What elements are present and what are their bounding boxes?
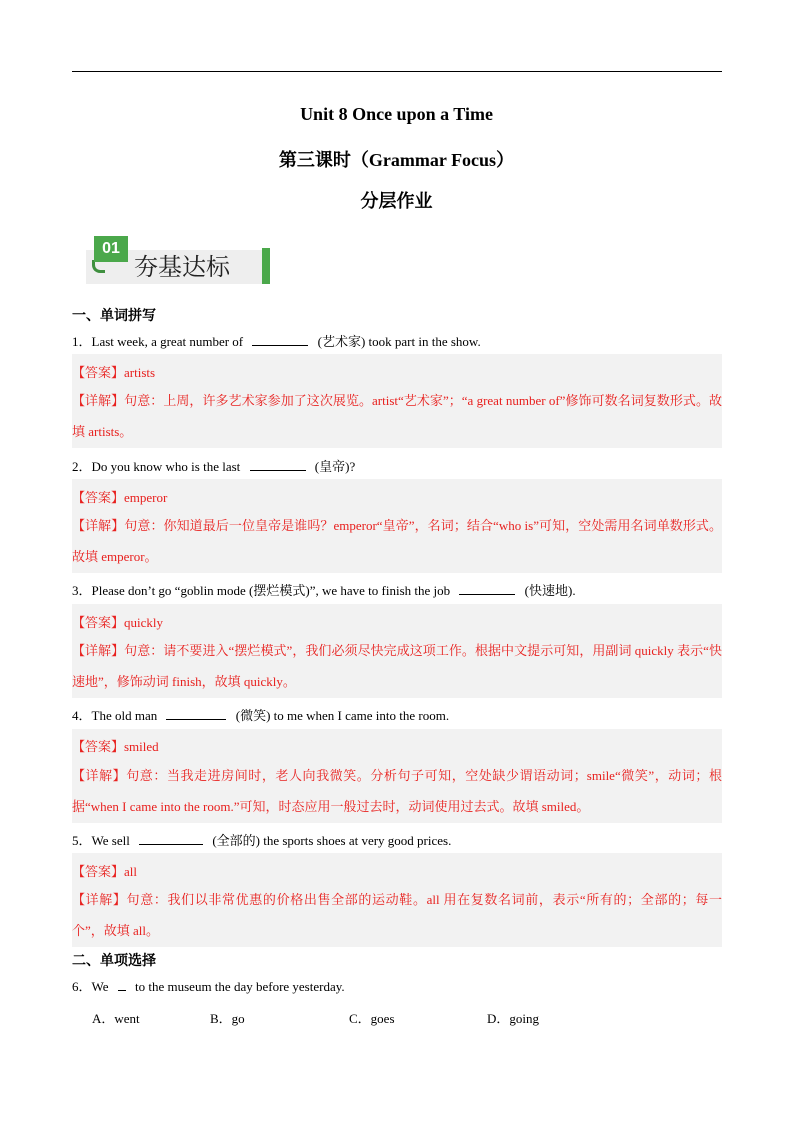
section-title-spelling: 一、单词拼写 — [72, 308, 156, 324]
answer-blank — [250, 458, 306, 471]
question-text: Do you know who is the last — [91, 459, 241, 474]
homework-title: 分层作业 — [360, 191, 433, 211]
detail-text: 【详解】句意：当我走进房间时，老人向我微笑。分析句子可知，空处缺少谓语动词；smile“微笑”，动词；根据“when I came into the room.”可知，时态应用一般过去时，动词使用过去式。故填 smiled。 — [72, 768, 722, 814]
question-text: Please don’t go “goblin mode (摆烂模式)”, we have to finish the job — [91, 583, 451, 598]
question-2 — [72, 456, 355, 475]
question-text: We — [91, 979, 109, 994]
option-b: B．go — [210, 1011, 245, 1026]
section-title-choice: 二、单项选择 — [72, 953, 156, 969]
question-4 — [72, 705, 449, 724]
badge-number: 01 — [94, 236, 128, 262]
badge-accent-bar — [262, 248, 270, 284]
question-number: 1． — [72, 334, 92, 349]
question-hint: (微笑) to me when I came into the room. — [235, 708, 450, 723]
question-number: 2． — [72, 459, 92, 474]
question-hint: (快速地). — [524, 583, 576, 598]
section-badge — [86, 232, 272, 286]
answer-text: 【答案】smiled — [72, 739, 159, 754]
question-hint: (艺术家) took part in the show. — [317, 334, 481, 349]
lesson-subtitle: 第三课时（Grammar Focus） — [278, 150, 515, 170]
question-1 — [72, 331, 481, 350]
unit-title: Unit 8 Once upon a Time — [300, 104, 493, 124]
header-rule — [72, 71, 722, 72]
answer-blank — [166, 707, 226, 720]
question-text-rest: to the museum the day before yesterday. — [135, 979, 345, 994]
answer-text: 【答案】all — [72, 864, 137, 879]
question-number: 3． — [72, 583, 92, 598]
detail-text: 【详解】句意：我们以非常优惠的价格出售全部的运动鞋。all 用在复数名词前，表示“所有的；全部的；每一个”，故填 all。 — [72, 892, 722, 938]
detail-text: 【详解】句意：请不要进入“摆烂模式”，我们必须尽快完成这项工作。根据中文提示可知，用副词 quickly 表示“快速地”，修饰动词 finish，故填 quickly。 — [72, 643, 722, 689]
question-6 — [72, 976, 345, 995]
question-text: Last week, a great number of — [91, 334, 244, 349]
badge-label: 夯基达标 — [134, 253, 230, 281]
answer-blank — [459, 582, 515, 595]
answer-blank — [118, 978, 126, 991]
question-number: 4． — [72, 708, 92, 723]
answer-text: 【答案】quickly — [72, 615, 163, 630]
question-3 — [72, 580, 576, 599]
question-5 — [72, 830, 451, 849]
question-text: We sell — [91, 833, 130, 848]
question-hint: (皇帝)? — [314, 459, 356, 474]
question-hint: (全部的) the sports shoes at very good prices. — [212, 833, 452, 848]
answer-text: 【答案】emperor — [72, 490, 168, 505]
question-number: 5． — [72, 833, 92, 848]
answer-text: 【答案】artists — [72, 365, 156, 380]
question-text: The old man — [91, 708, 158, 723]
option-a: A．went — [92, 1011, 140, 1026]
detail-text: 【详解】句意：你知道最后一位皇帝是谁吗？emperor“皇帝”，名词；结合“who is”可知，空处需用名词单数形式。故填 emperor。 — [72, 518, 722, 564]
option-d: D．going — [487, 1011, 540, 1026]
detail-text: 【详解】句意：上周，许多艺术家参加了这次展览。artist“艺术家”；“a great number of”修饰可数名词复数形式。故填 artists。 — [72, 393, 722, 439]
answer-blank — [252, 333, 308, 346]
answer-blank — [139, 832, 203, 845]
option-c: C．goes — [349, 1011, 395, 1026]
question-number: 6． — [72, 979, 92, 994]
